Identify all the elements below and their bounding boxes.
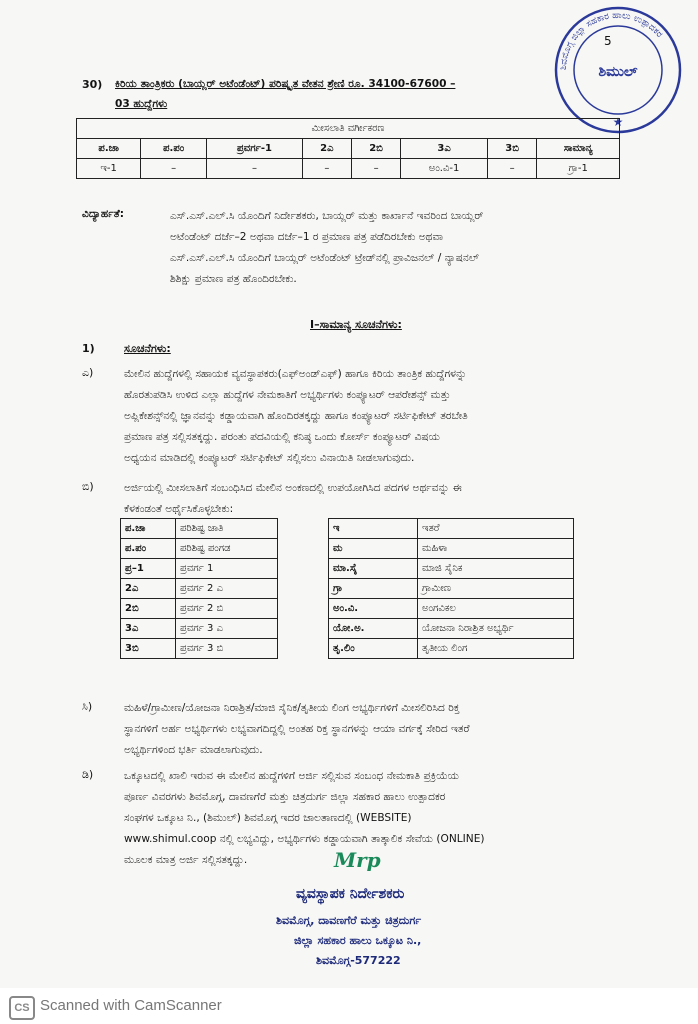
- qualification-line: ಶಿಶಿಕ್ಷು ಪ್ರಮಾಣ ಪತ್ರ ಹೊಂದಿರಬೇಕು.: [170, 273, 297, 285]
- res-value-cell: –: [206, 159, 302, 179]
- signatory-title: ವ್ಯವಸ್ಥಾಪಕ ನಿರ್ದೇಶಕರು: [296, 886, 405, 902]
- qualification-label: ವಿದ್ಯಾರ್ಹತೆ:: [82, 208, 124, 220]
- point-a-line: ಮೇಲಿನ ಹುದ್ದೆಗಳಲ್ಲಿ ಸಹಾಯಕ ವ್ಯವಸ್ಥಾಪಕರು(ಎಫ್‌ಅಂಡ್‌ಎಫ್) ಹಾಗೂ ಕಿರಿಯ ತಾಂತ್ರಿಕ ಹುದ್ದೆಗಳನ್ನು: [124, 368, 467, 380]
- signatory-line1: ಶಿವಮೊಗ್ಗ, ದಾವಣಗೆರೆ ಮತ್ತು ಚಿತ್ರದುರ್ಗ: [276, 914, 422, 927]
- legend-meaning: ಪ್ರವರ್ಗ 1: [176, 559, 278, 579]
- legend-meaning: ಪ್ರವರ್ಗ 2 ಎ: [176, 579, 278, 599]
- point-c-line: ಅಭ್ಯರ್ಥಿಗಳಿಂದ ಭರ್ತಿ ಮಾಡಲಾಗುವುದು.: [124, 744, 263, 756]
- legend-row: [121, 579, 278, 599]
- legend-row: [329, 599, 574, 619]
- legend-code: ಗ್ರಾ: [329, 579, 418, 599]
- point-c-line: ಮಹಿಳೆ/ಗ್ರಾಮೀಣ/ಯೋಜನಾ ನಿರಾಶ್ರಿತ/ಮಾಜಿ ಸೈನಿಕ/ತೃತೀಯ ಲಿಂಗ ಅಭ್ಯರ್ಥಿಗಳಿಗೆ ಮೀಸಲಿರಿಸಿದ ರಿಕ್ತ: [124, 702, 460, 714]
- legend-table-left: [120, 518, 278, 659]
- qualification-line: ಅಟೆಂಡೆಂಟ್ ದರ್ಜೆ–2 ಅಥವಾ ದರ್ಜೆ–1 ರ ಪ್ರಮಾಣ ಪತ್ರ ಪಡೆದಿರಬೇಕು ಅಥವಾ: [170, 231, 444, 243]
- point-c-line: ಸ್ಥಾನಗಳಿಗೆ ಅರ್ಹ ಅಭ್ಯರ್ಥಿಗಳು ಲಭ್ಯವಾಗದಿದ್ದಲ್ಲಿ ಅಂತಹ ರಿಕ್ತ ಸ್ಥಾನಗಳನ್ನು ಆಯಾ ವರ್ಗಕ್ಕೆ ಸೇರಿದ ಇತರೆ: [124, 723, 470, 735]
- camscanner-watermark: Scanned with CamScanner: [40, 997, 222, 1014]
- point-a-line: ಅಪ್ಲಿಕೇಶನ್ಸ್‌ನಲ್ಲಿ ಜ್ಞಾನವನ್ನು ಕಡ್ಡಾಯವಾಗಿ ಹೊಂದಿರತಕ್ಕದ್ದು ಹಾಗೂ ಕಂಪ್ಯೂಟರ್ ಸರ್ಟಿಫಿಕೇಟ್ ತರಬೇತಿ: [124, 410, 468, 422]
- res-value-cell: –: [351, 159, 401, 179]
- signatory-line2: ಜಿಲ್ಲಾ ಸಹಕಾರ ಹಾಲು ಒಕ್ಕೂಟ ನಿ.,: [294, 934, 422, 947]
- item-number: 30): [82, 78, 103, 91]
- reservation-value-row: [77, 159, 620, 179]
- point-a-line: ಅಧ್ಯಯನ ಮಾಡಿದಲ್ಲಿ ಕಂಪ್ಯೂಟರ್ ಸರ್ಟಿಫಿಕೇಟ್ ಸಲ್ಲಿಸಲು ವಿನಾಯಿತಿ ನೀಡಲಾಗುವುದು.: [124, 452, 415, 464]
- signatory-line3: ಶಿವಮೊಗ್ಗ-577222: [316, 954, 401, 967]
- legend-row: [329, 579, 574, 599]
- legend-row: [121, 639, 278, 659]
- legend-meaning: ಗ್ರಾಮೀಣ: [418, 579, 574, 599]
- legend-row: [121, 599, 278, 619]
- res-header-cell: ಪ.ಪಂ: [141, 139, 207, 159]
- qualification-text: [170, 206, 620, 290]
- legend-row: [329, 639, 574, 659]
- subsection-heading: ಸೂಚನೆಗಳು:: [124, 342, 171, 355]
- subsection-number: 1): [82, 342, 95, 355]
- legend-code: ಇ: [329, 519, 418, 539]
- res-value-cell: ಗ್ರಾ-1: [537, 159, 620, 179]
- point-b-line: ಕೆಳಕಂಡಂತೆ ಅರ್ಥೈಸಿಕೊಳ್ಳಬೇಕು:: [124, 503, 234, 515]
- res-value-cell: ಅಂ.ವಿ-1: [401, 159, 488, 179]
- res-header-cell: 2ಬಿ: [351, 139, 401, 159]
- legend-row: [121, 619, 278, 639]
- legend-meaning: ಪ್ರವರ್ಗ 3 ಎ: [176, 619, 278, 639]
- legend-row: [121, 519, 278, 539]
- point-d-line: ಸಂಘಗಳ ಒಕ್ಕೂಟ ನಿ., (ಶಿಮುಲ್) ಶಿವಮೊಗ್ಗ ಇದರ ಜಾಲತಾಣದಲ್ಲಿ (WEBSITE): [124, 812, 412, 824]
- legend-code: ಯೋ.ಅ.: [329, 619, 418, 639]
- legend-meaning: ಪರಿಶಿಷ್ಟ ಪಂಗಡ: [176, 539, 278, 559]
- point-a-line: ಹೊರತುಪಡಿಸಿ ಉಳಿದ ಎಲ್ಲಾ ಹುದ್ದೆಗಳ ನೇಮಕಾತಿಗೆ ಅಭ್ಯರ್ಥಿಗಳು ಕಂಪ್ಯೂಟರ್ ಆಪರೇಶನ್ಸ್ ಮತ್ತು: [124, 389, 451, 401]
- legend-code: ಪ.ಜಾ: [121, 519, 176, 539]
- point-b-line: ಅರ್ಜಿಯಲ್ಲಿ ಮೀಸಲಾತಿಗೆ ಸಂಬಂಧಿಸಿದ ಮೇಲಿನ ಅಂಕಣದಲ್ಲಿ ಉಪಯೋಗಿಸಿದ ಪದಗಳ ಅರ್ಥವನ್ನು ಈ: [124, 482, 462, 494]
- legend-code: ಮಾ.ಸೈ: [329, 559, 418, 579]
- point-d-label: ಡಿ): [82, 768, 94, 781]
- res-header-cell: ಸಾಮಾನ್ಯ: [537, 139, 620, 159]
- legend-row: [329, 559, 574, 579]
- legend-row: [329, 539, 574, 559]
- legend-table-right: [328, 518, 574, 659]
- legend-code: ಅಂ.ವಿ.: [329, 599, 418, 619]
- legend-code: ಪ.ಪಂ: [121, 539, 176, 559]
- res-value-cell: –: [487, 159, 537, 179]
- seal-org-text: ಶಿವಮೊಗ್ಗ ಜಿಲ್ಲಾ ಸಹಕಾರ ಹಾಲು ಉತ್ಪಾದಕರ: [558, 10, 665, 71]
- legend-code: ಪ್ರ–1: [121, 559, 176, 579]
- point-d-line: ಪೂರ್ಣ ವಿವರಗಳು ಶಿವಮೊಗ್ಗ, ದಾವಣಗೆರೆ ಮತ್ತು ಚಿತ್ರದುರ್ಗ ಜಿಲ್ಲಾ ಸಹಕಾರ ಹಾಲು ಉತ್ಪಾದಕರ: [124, 791, 446, 803]
- legend-row: [329, 519, 574, 539]
- res-header-cell: 3ಎ: [401, 139, 488, 159]
- reservation-heading: ಮೀಸಲಾತಿ ವರ್ಗೀಕರಣ: [77, 119, 620, 139]
- legend-meaning: ಇತರೆ: [418, 519, 574, 539]
- legend-code: 2ಬಿ: [121, 599, 176, 619]
- legend-code: ತೃ.ಲಿಂ: [329, 639, 418, 659]
- point-b-text: [124, 478, 624, 520]
- legend-row: [121, 539, 278, 559]
- qualification-line: ಎಸ್.ಎಸ್.ಎಲ್.ಸಿ ಯೊಂದಿಗೆ ಬಾಯ್ಲರ್ ಅಟೆಂಡೆಂಟ್ ಟ್ರೇಡ್‌ನಲ್ಲಿ ಪ್ರಾವಿಜನಲ್ / ನ್ಯಾಷನಲ್: [170, 252, 480, 264]
- res-header-cell: 3ಬಿ: [487, 139, 537, 159]
- legend-meaning: ಪರಿಶಿಷ್ಟ ಜಾತಿ: [176, 519, 278, 539]
- legend-code: ಮ: [329, 539, 418, 559]
- item-title-line1: ಕಿರಿಯ ತಾಂತ್ರಿಕರು (ಬಾಯ್ಲರ್ ಅಟೆಂಡೆಂಟ್) ಪರಿಷ್ಕೃತ ವೇತನ ಶ್ರೇಣಿ ರೂ. 34100-67600 –: [115, 78, 456, 90]
- item-title-line2: 03 ಹುದ್ದೆಗಳು: [115, 98, 168, 110]
- res-value-cell: –: [302, 159, 351, 179]
- page-number: 5: [604, 34, 612, 48]
- legend-meaning: ಯೋಜನಾ ನಿರಾಶ್ರಿತ ಅಭ್ಯರ್ಥಿ: [418, 619, 574, 639]
- qualification-line: ಎಸ್.ಎಸ್.ಎಲ್.ಸಿ ಯೊಂದಿಗೆ ನಿರ್ದೇಶಕರು, ಬಾಯ್ಲರ್ ಮತ್ತು ಕಾರ್ಖಾನೆ ಇವರಿಂದ ಬಾಯ್ಲರ್: [170, 210, 484, 222]
- point-d-line: www.shimul.coop ನಲ್ಲಿ ಲಭ್ಯವಿದ್ದು, ಅಭ್ಯರ್ಥಿಗಳು ಕಡ್ಡಾಯವಾಗಿ ತಾತ್ಕಾಲಿಕ ಸೇವೆಯ (ONLINE): [124, 833, 485, 845]
- point-a-label: ಎ): [82, 366, 94, 379]
- general-heading: I–ಸಾಮಾನ್ಯ ಸೂಚನೆಗಳು:: [310, 318, 402, 331]
- legend-code: 3ಬಿ: [121, 639, 176, 659]
- legend-code: 3ಎ: [121, 619, 176, 639]
- seal-brand: ಶಿಮುಲ್: [598, 64, 638, 80]
- legend-meaning: ಮಹಿಳಾ: [418, 539, 574, 559]
- reservation-header-row: [77, 139, 620, 159]
- res-header-cell: 2ಎ: [302, 139, 351, 159]
- point-c-label: ಸಿ): [82, 700, 93, 713]
- legend-row: [121, 559, 278, 579]
- legend-meaning: ಪ್ರವರ್ಗ 2 ಬಿ: [176, 599, 278, 619]
- res-header-cell: ಪ.ಜಾ: [77, 139, 141, 159]
- legend-meaning: ಪ್ರವರ್ಗ 3 ಬಿ: [176, 639, 278, 659]
- point-c-text: [124, 698, 624, 761]
- camscanner-logo-icon: CS: [9, 996, 35, 1020]
- legend-meaning: ತೃತೀಯ ಲಿಂಗ: [418, 639, 574, 659]
- point-a-line: ಪ್ರಮಾಣ ಪತ್ರ ಸಲ್ಲಿಸತಕ್ಕದ್ದು. ಪರಂತು ಪದವಿಯಲ್ಲಿ ಕನಿಷ್ಠ ಒಂದು ಕೋರ್ಸ್ ಕಂಪ್ಯೂಟರ್ ವಿಷಯ: [124, 431, 440, 443]
- res-value-cell: –: [141, 159, 207, 179]
- handwritten-signature: Mrp: [334, 848, 381, 872]
- legend-meaning: ಮಾಜಿ ಸೈನಿಕ: [418, 559, 574, 579]
- point-d-line: ಒಕ್ಕೂಟದಲ್ಲಿ ಖಾಲಿ ಇರುವ ಈ ಮೇಲಿನ ಹುದ್ದೆಗಳಿಗೆ ಅರ್ಜಿ ಸಲ್ಲಿಸುವ ಸಂಬಂಧ ನೇಮಕಾತಿ ಪ್ರಕ್ರಿಯೆಯ: [124, 770, 459, 782]
- legend-row: [329, 619, 574, 639]
- reservation-table: [76, 118, 620, 179]
- point-d-line: ಮೂಲಕ ಮಾತ್ರ ಅರ್ಜಿ ಸಲ್ಲಿಸತಕ್ಕದ್ದು.: [124, 854, 248, 866]
- legend-meaning: ಅಂಗವಿಕಲ: [418, 599, 574, 619]
- res-value-cell: ಇ-1: [77, 159, 141, 179]
- point-b-label: ಬಿ): [82, 480, 94, 493]
- res-header-cell: ಪ್ರವರ್ಗ-1: [206, 139, 302, 159]
- point-a-text: [124, 364, 624, 469]
- svg-text:★: ★: [612, 115, 624, 129]
- official-seal-stamp: [548, 4, 688, 136]
- legend-code: 2ಎ: [121, 579, 176, 599]
